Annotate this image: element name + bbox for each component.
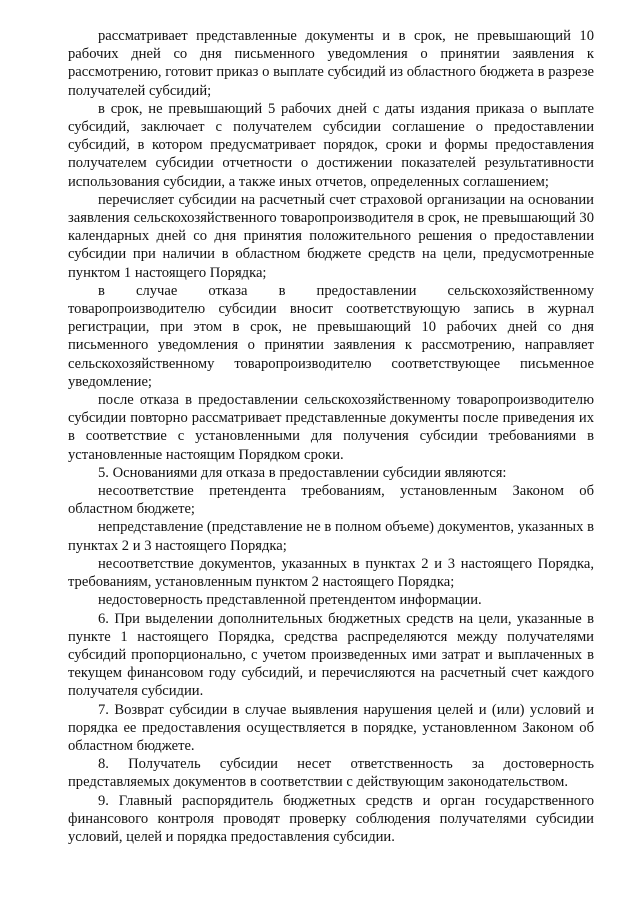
paragraph-refusal-record: в случае отказа в предоставлении сельскохозяйственному товаропроизводителю субсидии вносит соответствующую запись в журнал регистрации, при этом в срок, не превышающий 10 рабочих дней со дня письменного уведомления о принятии заявления к рассмотрению, направляет сельскохозяйственному товаропроизводителю соответствующее письменное уведомление;	[68, 282, 594, 390]
paragraph-non-submission: непредставление (представление не в полном объеме) документов, указанных в пунктах 2 и 3 настоящего Порядка;	[68, 519, 594, 554]
paragraph-inaccuracy: недостоверность представленной претендентом информации.	[98, 592, 482, 609]
paragraph-nonconformity-applicant: несоответствие претендента требованиям, установленным Законом об областном бюджете;	[68, 483, 594, 518]
paragraph-item-5: 5. Основаниями для отказа в предоставлении субсидии являются:	[98, 464, 507, 481]
paragraph-agreement: в срок, не превышающий 5 рабочих дней с даты издания приказа о выплате субсидий, заключает с получателем субсидии соглашение о предоставлении субсидий, в котором предусматривает порядок, сроки и формы предоставления получателем субсидии отчетности о достижении показателей результативности использования субсидии, а также иных отчетов, определенных соглашением;	[68, 100, 594, 190]
paragraph-item-6: 6. При выделении дополнительных бюджетных средств на цели, указанные в пункте 1 настоящего Порядка, средства распределяются между получателями субсидий пропорционально, с учетом произведенных ими затрат и выплаченных в текущем финансовом году субсидий, и перечисляются на расчетный счет каждого получателя субсидии.	[68, 610, 594, 700]
paragraph-item-7: 7. Возврат субсидии в случае выявления нарушения целей и (или) условий и порядка ее предоставления осуществляется в порядке, установленном Законом об областном бюджете.	[68, 701, 594, 754]
paragraph-item-9: 9. Главный распорядитель бюджетных средств и орган государственного финансового контроля проводят проверку соблюдения получателями субсидии условий, целей и порядка предоставления субсидии.	[68, 792, 594, 845]
paragraph-transfer: перечисляет субсидии на расчетный счет страховой организации на основании заявления сельскохозяйственного товаропроизводителя в срок, не превышающий 30 календарных дней со дня принятия положительного решения о предоставлении субсидии при наличии в областном бюджете средств на цели, предусмотренные пунктом 1 настоящего Порядка;	[68, 191, 594, 281]
paragraph-review-documents: рассматривает представленные документы и в срок, не превышающий 10 рабочих дней со дня письменного уведомления о принятии заявления к рассмотрению, готовит приказ о выплате субсидий из областного бюджета в разрезе получателей субсидий;	[68, 28, 594, 99]
paragraph-nonconformity-documents: несоответствие документов, указанных в пунктах 2 и 3 настоящего Порядка, требованиям, установленным пунктом 2 настоящего Порядка;	[68, 555, 594, 591]
paragraph-item-8: 8. Получатель субсидии несет ответственность за достоверность представляемых документов в соответствии с действующим законодательством.	[68, 756, 594, 791]
paragraph-repeat-review: после отказа в предоставлении сельскохозяйственному товаропроизводителю субсидии повторно рассматривает представленные документы после приведения их в соответствие с установленными для получения субсидии требованиями в установленные настоящим Порядком сроки.	[68, 392, 594, 463]
